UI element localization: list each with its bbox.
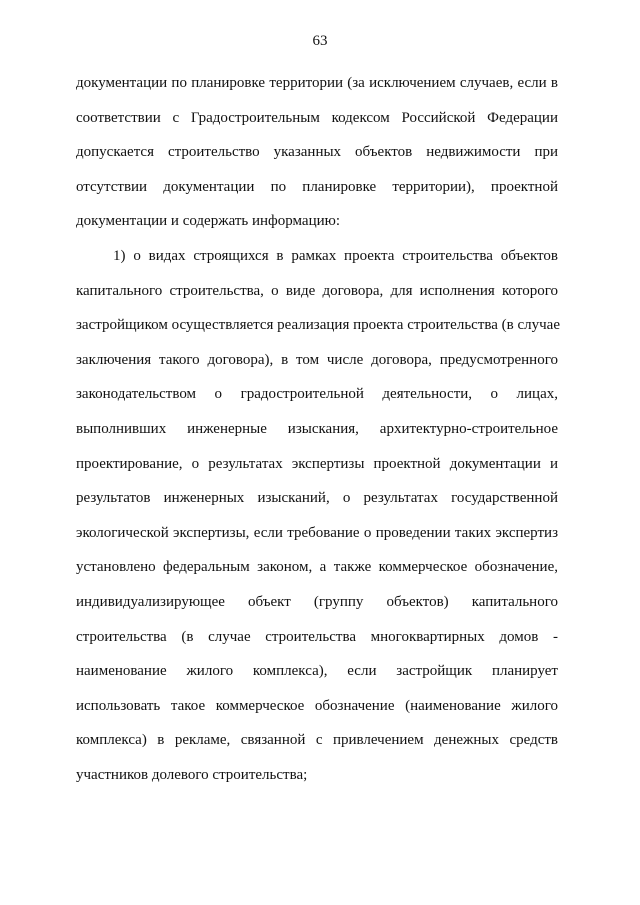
text-line: заключения такого договора), в том числе договора, предусмотренного	[76, 351, 558, 368]
text-line: допускается строительство указанных объектов недвижимости при	[76, 144, 558, 161]
text-line: результатов инженерных изысканий, о результатах государственной	[76, 490, 558, 507]
paragraph-item-1	[76, 239, 558, 793]
text-line: комплекса) в рекламе, связанной с привлечением денежных средств	[76, 732, 558, 749]
page-number: 63	[312, 33, 328, 49]
text-line: отсутствии документации по планировке территории), проектной	[76, 178, 558, 195]
text-line: документации по планировке территории (за исключением случаев, если в	[76, 75, 558, 91]
text-line: 1) о видах строящихся в рамках проекта строительства объектов	[113, 248, 558, 264]
paragraph-continuation	[76, 66, 558, 239]
text-line: участников долевого строительства;	[76, 766, 308, 783]
text-line: проектирование, о результатах экспертизы проектной документации и	[76, 455, 558, 472]
text-line: использовать такое коммерческое обозначение (наименование жилого	[76, 697, 558, 714]
text-line: индивидуализирующее объект (группу объектов) капитального	[76, 593, 558, 610]
text-line: законодательством о градостроительной деятельности, о лицах,	[76, 386, 558, 403]
text-line: строительства (в случае строительства многоквартирных домов -	[76, 628, 558, 645]
text-line: соответствии с Градостроительным кодексом Российской Федерации	[76, 109, 558, 126]
text-line: документации и содержать информацию:	[76, 213, 341, 230]
text-line: наименование жилого комплекса), если застройщик планирует	[76, 663, 558, 680]
text-line: экологической экспертизы, если требование о проведении таких экспертиз	[76, 524, 558, 541]
text-line: застройщиком осуществляется реализация проекта строительства (в случае	[76, 317, 560, 334]
text-line: капитального строительства, о виде договора, для исполнения которого	[76, 282, 558, 299]
text-line: установлено федеральным законом, а также коммерческое обозначение,	[76, 559, 558, 576]
text-line: выполнивших инженерные изыскания, архитектурно-строительное	[76, 420, 558, 437]
